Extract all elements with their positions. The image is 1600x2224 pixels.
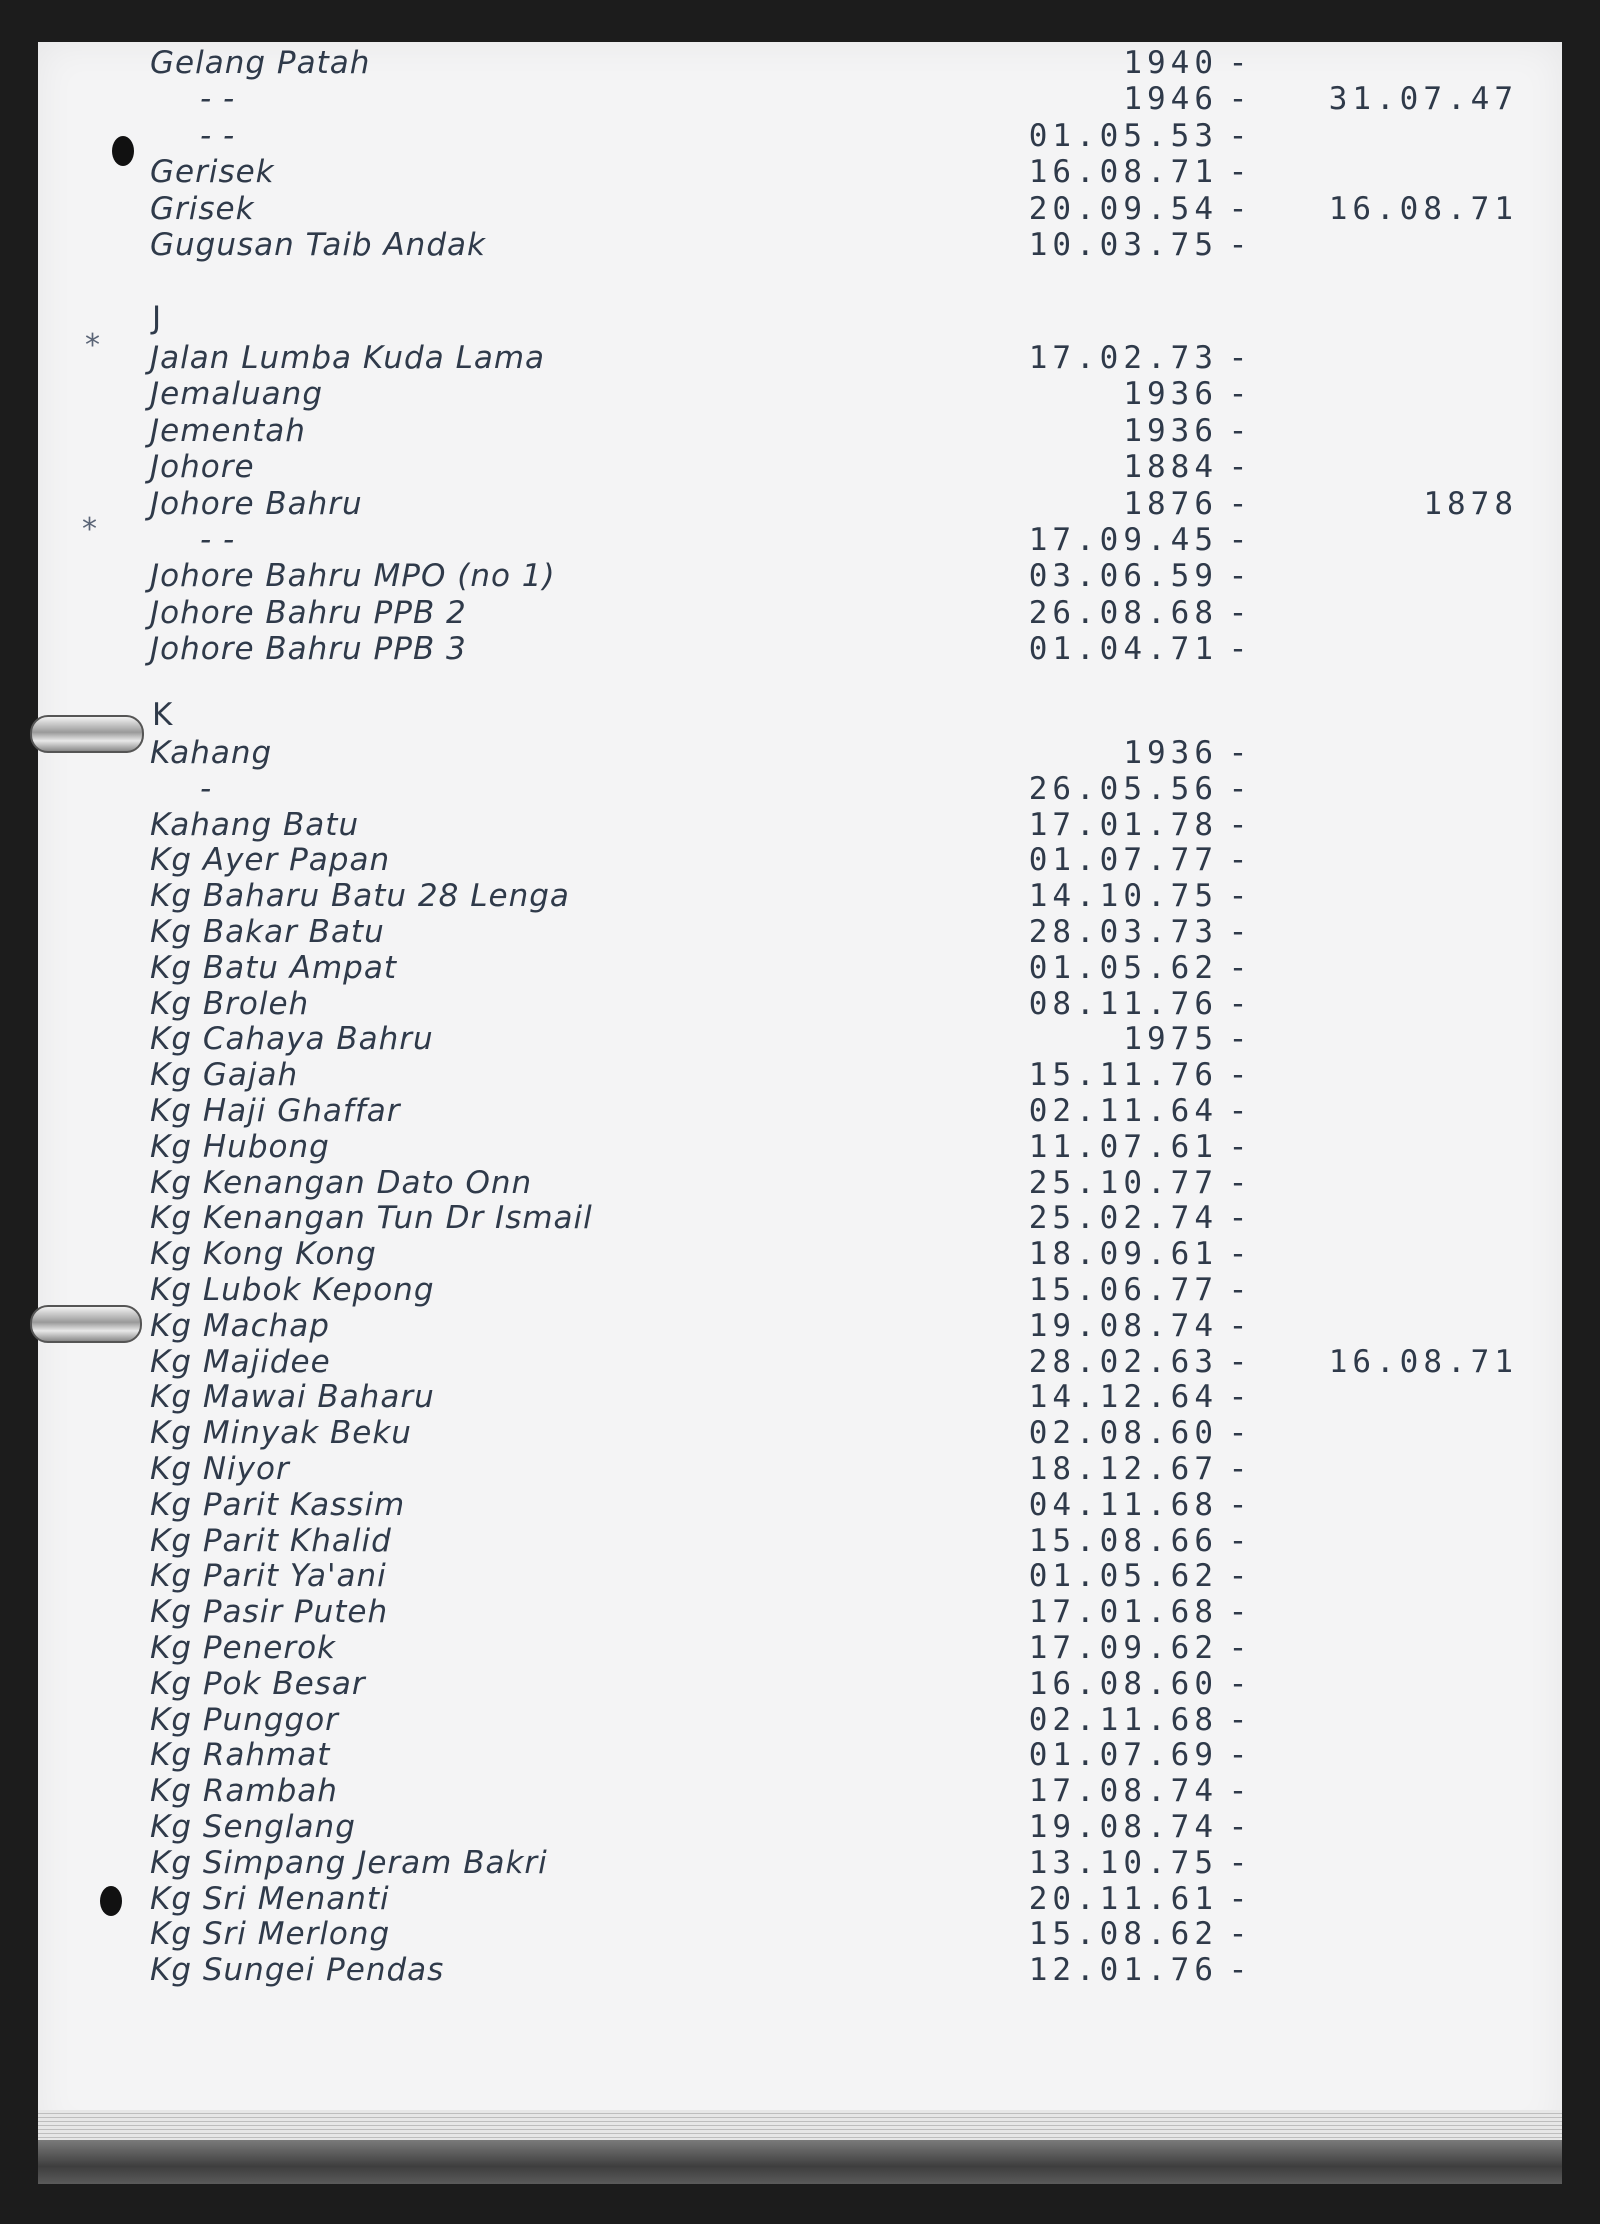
entry-dash: - xyxy=(1232,522,1244,558)
entry-date: 1936 xyxy=(1123,735,1218,771)
entry-name: Kg Machap xyxy=(150,1307,330,1344)
entry-name: Johore Bahru xyxy=(150,485,363,522)
entry-name: Kg Bakar Batu xyxy=(150,914,385,950)
list-item xyxy=(150,1129,1530,1165)
margin-mark-star: * xyxy=(82,512,97,547)
entry-name: Kg Batu Ampat xyxy=(150,949,398,986)
entry-dash: - xyxy=(1232,1809,1244,1845)
entry-date: 14.10.75 xyxy=(1028,878,1218,915)
entry-dash: - xyxy=(1232,1844,1244,1881)
entry-name: - - xyxy=(200,522,236,558)
entry-dash: - xyxy=(1232,1486,1244,1523)
entry-dash: - xyxy=(1232,1773,1244,1810)
entry-name: Kg Minyak Beku xyxy=(150,1415,412,1452)
list-item xyxy=(150,486,1530,522)
entry-name: Gerisek xyxy=(150,154,275,191)
entry-name: Kg Penerok xyxy=(150,1630,337,1666)
list-item xyxy=(150,842,1530,878)
entry-date: 14.12.64 xyxy=(1028,1379,1218,1416)
list-item xyxy=(150,522,1530,558)
entry-date: 17.09.45 xyxy=(1028,522,1218,558)
entry-dash: - xyxy=(1232,1200,1244,1237)
entry-dash: - xyxy=(1232,1272,1244,1308)
entry-date: 15.06.77 xyxy=(1028,1272,1218,1308)
entry-dash: - xyxy=(1232,1415,1244,1452)
list-item xyxy=(150,1952,1530,1988)
list-item xyxy=(150,1308,1530,1344)
entry-date: 1940 xyxy=(1123,45,1218,81)
entry-dash: - xyxy=(1232,340,1244,376)
entry-date: 1946 xyxy=(1123,81,1218,118)
entry-date: 18.12.67 xyxy=(1028,1451,1218,1487)
entry-name: Jalan Lumba Kuda Lama xyxy=(150,340,546,376)
list-item xyxy=(150,1057,1530,1093)
entry-date: 16.08.60 xyxy=(1028,1665,1218,1702)
entry-name: Gelang Patah xyxy=(150,45,371,81)
entry-name: Johore Bahru PPB 3 xyxy=(150,631,467,668)
entry-date: 18.09.61 xyxy=(1028,1236,1218,1273)
list-item xyxy=(150,1236,1530,1272)
entry-date: 1975 xyxy=(1123,1021,1218,1058)
list-item xyxy=(150,1487,1530,1523)
list-item xyxy=(150,1523,1530,1559)
entry-date: 13.10.75 xyxy=(1028,1844,1218,1881)
entry-date: 01.05.62 xyxy=(1028,949,1218,986)
list-item xyxy=(150,1737,1530,1773)
entry-dash: - xyxy=(1232,770,1244,807)
entry-closing-date: 1878 xyxy=(1423,485,1518,522)
entry-name: Kg Hubong xyxy=(150,1128,330,1165)
entry-name: Kg Simpang Jeram Bakri xyxy=(150,1844,548,1881)
list-item xyxy=(150,986,1530,1022)
entry-dash: - xyxy=(1232,1021,1244,1058)
entry-dash: - xyxy=(1232,1379,1244,1416)
entry-dash: - xyxy=(1232,1307,1244,1344)
entry-closing-date: 16.08.71 xyxy=(1328,1343,1518,1380)
binder-ring-upper xyxy=(30,715,144,753)
entry-dash: - xyxy=(1232,914,1244,950)
entry-dash: - xyxy=(1232,81,1244,118)
entry-dash: - xyxy=(1232,949,1244,986)
entry-dash: - xyxy=(1232,1880,1244,1917)
list-item xyxy=(150,878,1530,914)
entry-dash: - xyxy=(1232,1737,1244,1774)
entry-dash: - xyxy=(1232,558,1244,595)
list-item xyxy=(150,735,1530,771)
entry-dash: - xyxy=(1232,735,1244,771)
entry-name: - xyxy=(200,770,213,807)
entry-date: 17.02.73 xyxy=(1028,340,1218,376)
section-letter: J xyxy=(152,300,162,336)
entry-date: 19.08.74 xyxy=(1028,1307,1218,1344)
entry-dash: - xyxy=(1232,485,1244,522)
entry-name: Kg Gajah xyxy=(150,1057,299,1094)
entry-dash: - xyxy=(1232,45,1244,81)
entry-name: Kg Parit Khalid xyxy=(150,1522,392,1559)
entry-name: - - xyxy=(200,117,236,154)
entry-date: 01.04.71 xyxy=(1028,631,1218,668)
entry-dash: - xyxy=(1232,376,1244,413)
entry-date: 01.05.53 xyxy=(1028,117,1218,154)
entry-name: Kahang Batu xyxy=(150,806,360,843)
list-item xyxy=(150,631,1530,667)
entry-dash: - xyxy=(1232,1665,1244,1702)
entry-name: Gugusan Taib Andak xyxy=(150,227,486,263)
entry-name: Kg Parit Kassim xyxy=(150,1486,406,1523)
list-item xyxy=(150,1272,1530,1308)
entry-name: Johore Bahru MPO (no 1) xyxy=(150,558,556,595)
list-item xyxy=(150,1845,1530,1881)
entry-date: 04.11.68 xyxy=(1028,1486,1218,1523)
entry-name: Kg Parit Ya'ani xyxy=(150,1558,387,1595)
entry-name: - - xyxy=(200,81,236,118)
entry-date: 25.10.77 xyxy=(1028,1164,1218,1201)
entry-dash: - xyxy=(1232,594,1244,631)
entry-name: Jemaluang xyxy=(150,376,323,413)
list-item xyxy=(150,1809,1530,1845)
entry-date: 1936 xyxy=(1123,376,1218,413)
list-item xyxy=(150,1666,1530,1702)
entry-name: Kahang xyxy=(150,735,273,771)
list-item xyxy=(150,1379,1530,1415)
list-item xyxy=(150,449,1530,485)
entry-date: 10.03.75 xyxy=(1028,227,1218,263)
entry-name: Kg Lubok Kepong xyxy=(150,1272,435,1308)
list-item xyxy=(150,1344,1530,1380)
entry-name: Johore Bahru PPB 2 xyxy=(150,594,467,631)
entry-name: Kg Mawai Baharu xyxy=(150,1379,435,1416)
entry-dash: - xyxy=(1232,1236,1244,1273)
entry-name: Kg Sri Menanti xyxy=(150,1880,390,1917)
entry-dash: - xyxy=(1232,117,1244,154)
entry-dash: - xyxy=(1232,631,1244,668)
entry-dash: - xyxy=(1232,190,1244,227)
list-item xyxy=(150,558,1530,594)
entry-name: Kg Pok Besar xyxy=(150,1665,366,1702)
entry-date: 17.01.68 xyxy=(1028,1594,1218,1631)
entry-name: Kg Kong Kong xyxy=(150,1236,377,1273)
list-item xyxy=(150,1916,1530,1952)
entry-dash: - xyxy=(1232,1558,1244,1595)
entry-dash: - xyxy=(1232,878,1244,915)
punch-hole-bottom xyxy=(100,1886,122,1916)
list-item xyxy=(150,191,1530,227)
list-item xyxy=(150,45,1530,81)
entry-date: 15.11.76 xyxy=(1028,1057,1218,1094)
list-item xyxy=(150,1093,1530,1129)
section-letter: K xyxy=(152,697,173,733)
margin-mark-asterisk: * xyxy=(85,328,100,363)
entry-name: Kg Punggor xyxy=(150,1701,339,1738)
list-item xyxy=(150,1702,1530,1738)
entry-name: Grisek xyxy=(150,190,255,227)
list-item xyxy=(150,1451,1530,1487)
list-item xyxy=(150,1200,1530,1236)
entry-dash: - xyxy=(1232,1343,1244,1380)
list-item xyxy=(150,914,1530,950)
list-item xyxy=(150,950,1530,986)
entry-name: Kg Rambah xyxy=(150,1773,338,1810)
entry-date: 02.11.64 xyxy=(1028,1093,1218,1129)
entry-date: 11.07.61 xyxy=(1028,1128,1218,1165)
entry-date: 02.11.68 xyxy=(1028,1701,1218,1738)
entry-date: 17.09.62 xyxy=(1028,1630,1218,1666)
list-item xyxy=(150,1630,1530,1666)
entry-dash: - xyxy=(1232,985,1244,1022)
entry-date: 01.07.77 xyxy=(1028,842,1218,879)
list-item xyxy=(150,1881,1530,1917)
list-item xyxy=(150,1021,1530,1057)
list-item xyxy=(150,227,1530,263)
entry-dash: - xyxy=(1232,227,1244,263)
list-item xyxy=(150,413,1530,449)
entry-name: Kg Cahaya Bahru xyxy=(150,1021,434,1058)
entry-dash: - xyxy=(1232,154,1244,191)
entry-name: Kg Senglang xyxy=(150,1809,356,1845)
binder-ring-lower xyxy=(30,1305,142,1343)
entry-name: Kg Haji Ghaffar xyxy=(150,1093,401,1129)
entry-name: Kg Pasir Puteh xyxy=(150,1594,389,1631)
entry-date: 1876 xyxy=(1123,485,1218,522)
entry-dash: - xyxy=(1232,1057,1244,1094)
entry-dash: - xyxy=(1232,1916,1244,1953)
entry-date: 12.01.76 xyxy=(1028,1952,1218,1989)
entry-dash: - xyxy=(1232,1594,1244,1631)
entry-dash: - xyxy=(1232,1164,1244,1201)
entry-dash: - xyxy=(1232,1128,1244,1165)
entry-closing-date: 16.08.71 xyxy=(1328,190,1518,227)
entry-dash: - xyxy=(1232,806,1244,843)
entry-dash: - xyxy=(1232,1630,1244,1666)
list-item xyxy=(150,771,1530,807)
entry-name: Kg Ayer Papan xyxy=(150,842,391,879)
entry-dash: - xyxy=(1232,1701,1244,1738)
binder-cover-edge xyxy=(38,2140,1562,2184)
list-item xyxy=(150,1558,1530,1594)
list-item xyxy=(150,1594,1530,1630)
list-item xyxy=(150,340,1530,376)
entry-dash: - xyxy=(1232,412,1244,449)
entry-name: Kg Kenangan Dato Onn xyxy=(150,1164,533,1201)
entry-date: 20.11.61 xyxy=(1028,1880,1218,1917)
entry-dash: - xyxy=(1232,1451,1244,1487)
entry-name: Jementah xyxy=(150,412,306,449)
entry-date: 08.11.76 xyxy=(1028,985,1218,1022)
entry-date: 17.08.74 xyxy=(1028,1773,1218,1810)
entry-name: Kg Sri Merlong xyxy=(150,1916,391,1953)
list-item xyxy=(150,154,1530,190)
entry-dash: - xyxy=(1232,449,1244,486)
entry-date: 03.06.59 xyxy=(1028,558,1218,595)
punch-hole-top xyxy=(112,136,134,166)
list-item xyxy=(150,1165,1530,1201)
entry-name: Kg Rahmat xyxy=(150,1737,331,1774)
entry-date: 02.08.60 xyxy=(1028,1415,1218,1452)
entry-date: 17.01.78 xyxy=(1028,806,1218,843)
entry-date: 19.08.74 xyxy=(1028,1809,1218,1845)
entry-date: 26.08.68 xyxy=(1028,594,1218,631)
entry-name: Kg Majidee xyxy=(150,1343,331,1380)
entry-date: 15.08.62 xyxy=(1028,1916,1218,1953)
entry-dash: - xyxy=(1232,1093,1244,1129)
entry-dash: - xyxy=(1232,1522,1244,1559)
entry-closing-date: 31.07.47 xyxy=(1328,81,1518,118)
entry-name: Kg Sungei Pendas xyxy=(150,1952,445,1989)
list-item xyxy=(150,807,1530,843)
entry-date: 25.02.74 xyxy=(1028,1200,1218,1237)
entry-date: 1884 xyxy=(1123,449,1218,486)
entry-date: 01.07.69 xyxy=(1028,1737,1218,1774)
entry-name: Johore xyxy=(150,449,255,486)
entry-date: 20.09.54 xyxy=(1028,190,1218,227)
entry-date: 28.02.63 xyxy=(1028,1343,1218,1380)
entry-date: 15.08.66 xyxy=(1028,1522,1218,1559)
entry-dash: - xyxy=(1232,842,1244,879)
entry-date: 01.05.62 xyxy=(1028,1558,1218,1595)
entry-dash: - xyxy=(1232,1952,1244,1989)
list-item xyxy=(150,118,1530,154)
entry-name: Kg Kenangan Tun Dr Ismail xyxy=(150,1200,593,1237)
list-item xyxy=(150,595,1530,631)
entry-name: Kg Broleh xyxy=(150,985,310,1022)
entry-date: 1936 xyxy=(1123,412,1218,449)
list-item xyxy=(150,376,1530,412)
list-item xyxy=(150,1415,1530,1451)
entry-date: 16.08.71 xyxy=(1028,154,1218,191)
list-item xyxy=(150,81,1530,117)
entry-name: Kg Niyor xyxy=(150,1451,290,1487)
entry-name: Kg Baharu Batu 28 Lenga xyxy=(150,878,570,915)
entry-date: 26.05.56 xyxy=(1028,770,1218,807)
entry-date: 28.03.73 xyxy=(1028,914,1218,950)
list-item xyxy=(150,1773,1530,1809)
